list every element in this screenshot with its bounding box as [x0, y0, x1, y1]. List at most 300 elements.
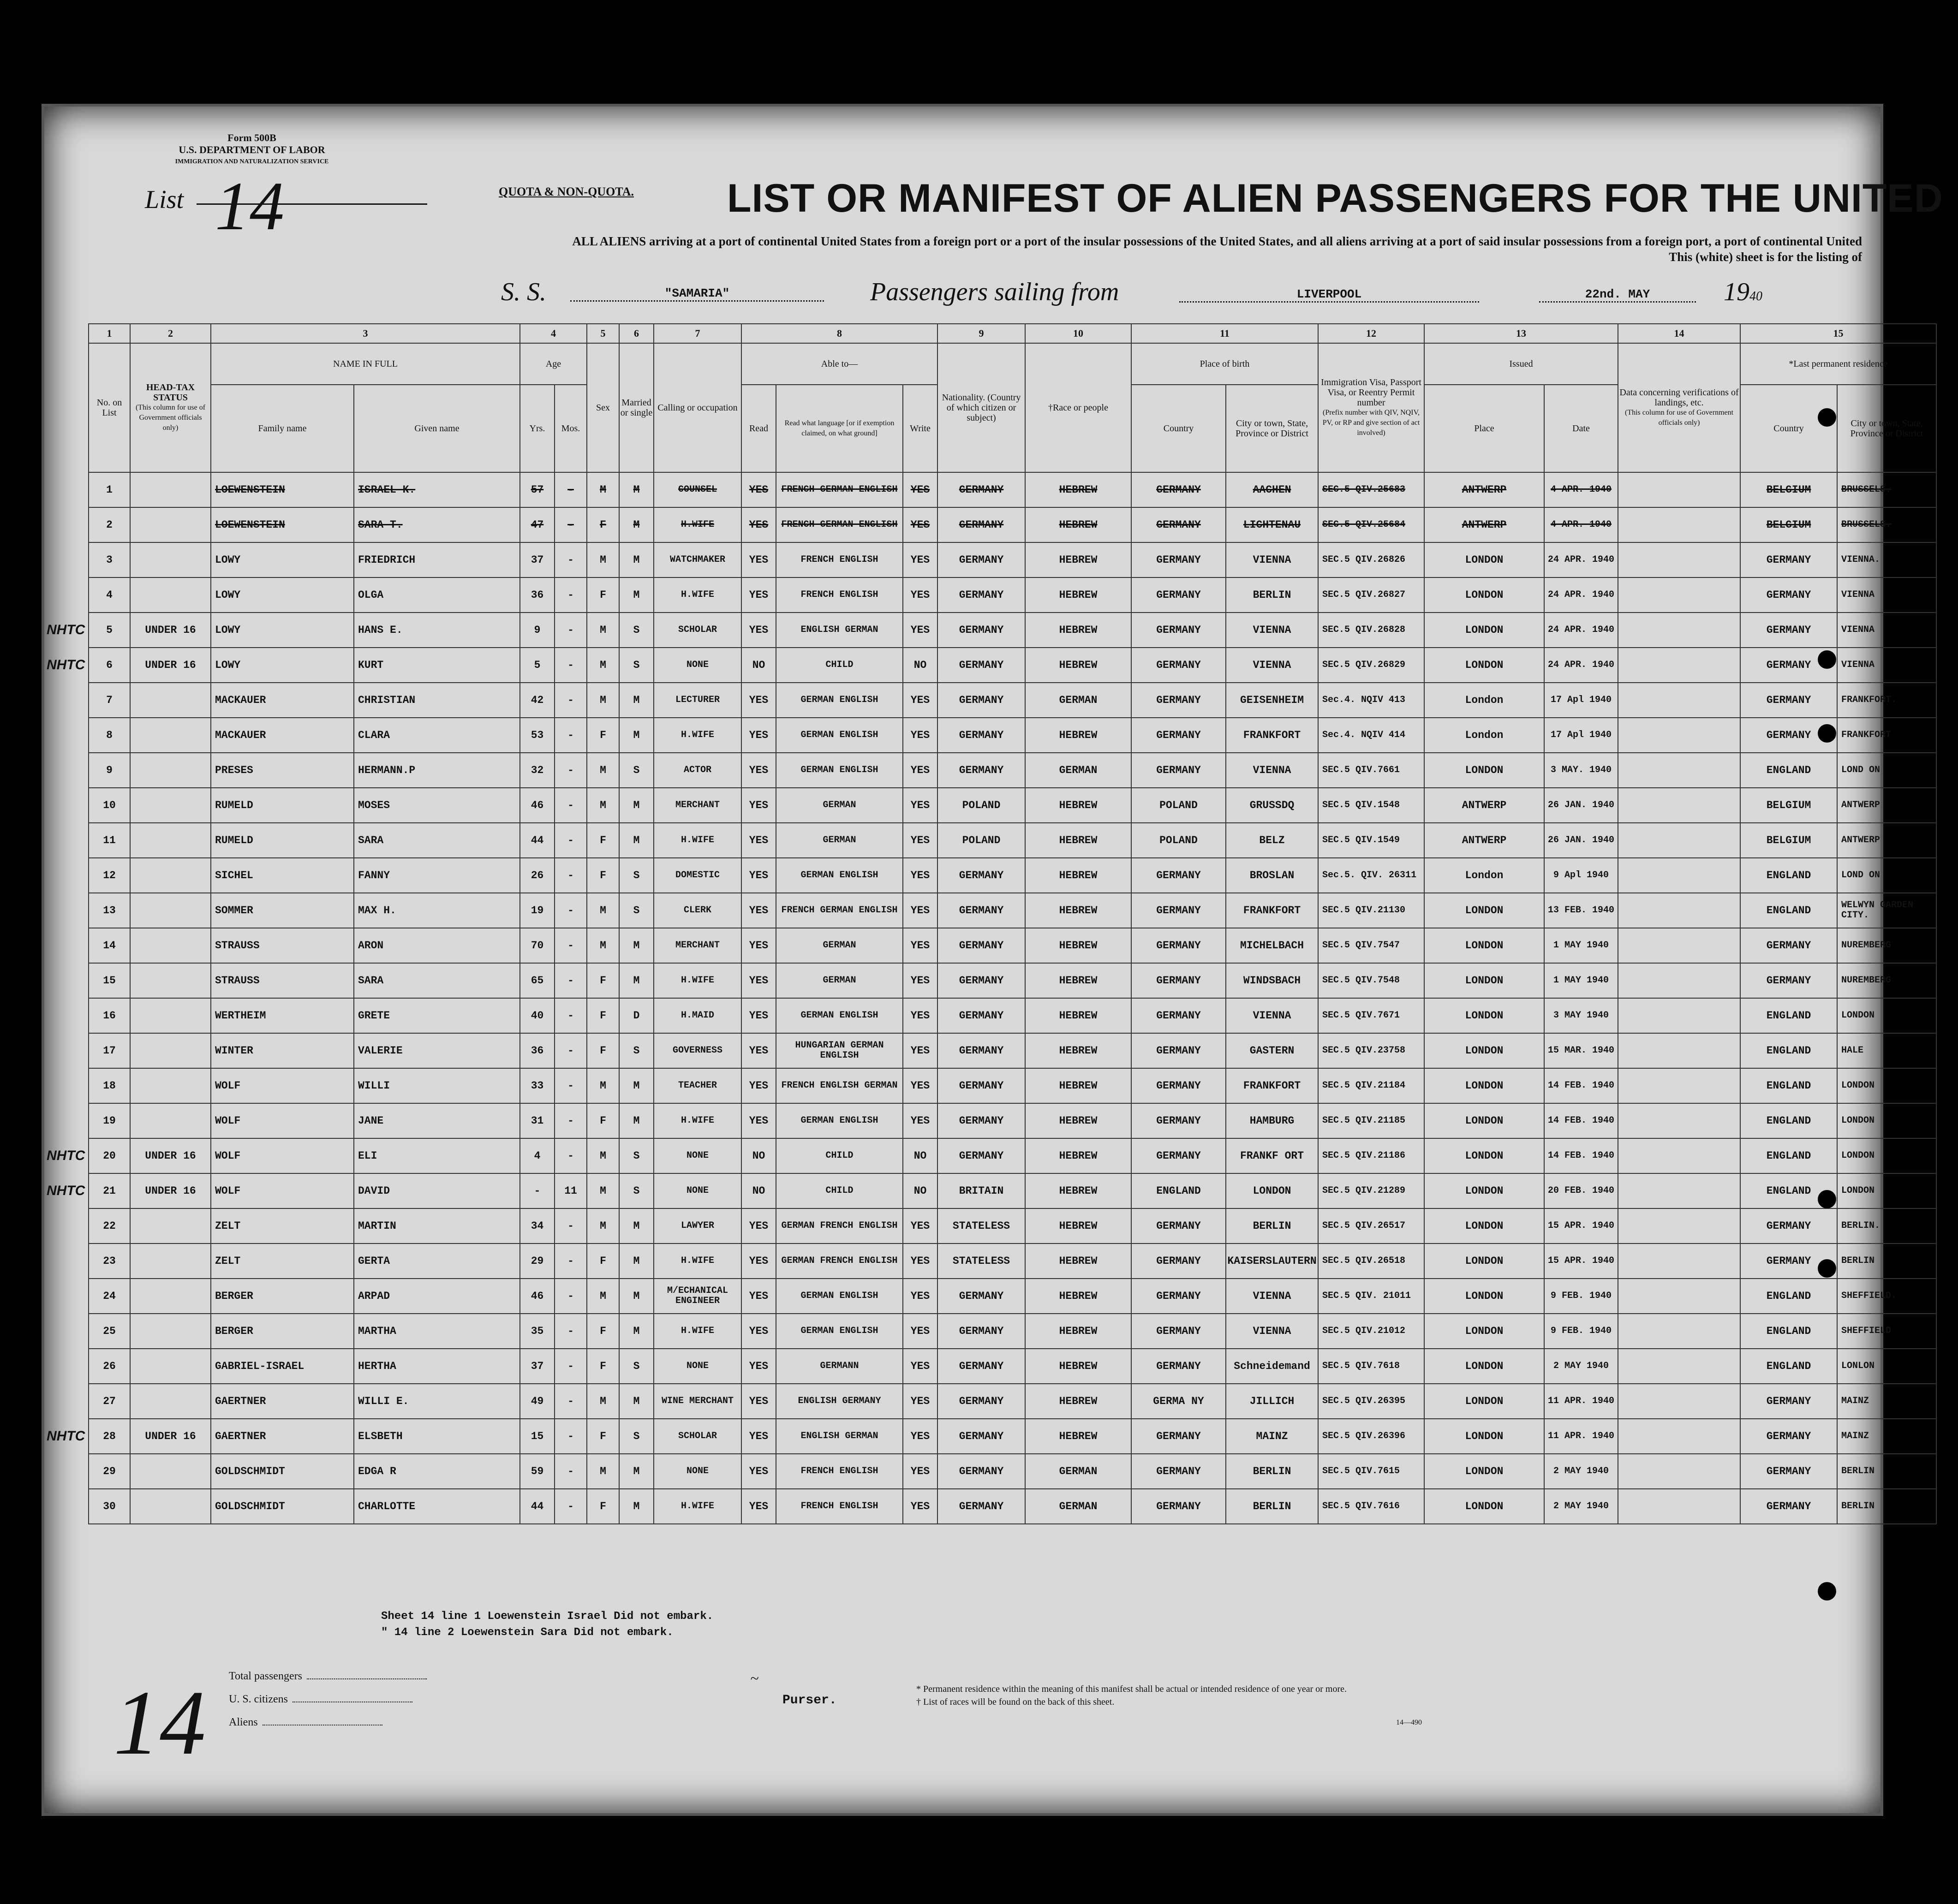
- cell-sex: M: [587, 1138, 619, 1173]
- cell-family-name: WOLF: [211, 1138, 354, 1173]
- hdr-given-name: Given name: [354, 385, 520, 472]
- hdr-no-on-list: No. on List: [89, 343, 130, 472]
- cell-nationality: GERMANY: [937, 648, 1025, 683]
- cell-issued-place: LONDON: [1424, 1138, 1544, 1173]
- cell-race: GERMAN: [1025, 753, 1131, 788]
- cell-can-write: YES: [903, 542, 937, 577]
- cell-can-read: YES: [741, 1279, 776, 1314]
- cell-birth-city: FRANKFORT: [1226, 1068, 1318, 1103]
- cell-occupation: CLERK: [654, 893, 741, 928]
- cell-row-number: 18: [89, 1068, 130, 1103]
- cell-residence-city: HALE: [1837, 1033, 1936, 1068]
- cell-birth-city: VIENNA: [1226, 1314, 1318, 1349]
- hdr-last-residence: *Last permanent residence: [1740, 343, 1936, 385]
- hdr-visa: [1318, 343, 1424, 472]
- cell-residence-country: GERMANY: [1740, 648, 1837, 683]
- total-passengers-line: [307, 1678, 427, 1679]
- cell-read-language: GERMAN: [776, 963, 903, 998]
- cell-race: HEBREW: [1025, 788, 1131, 823]
- total-passengers-text: Total passengers: [229, 1670, 302, 1682]
- cell-age-months: -: [555, 1419, 587, 1454]
- cell-issued-place: LONDON: [1424, 648, 1544, 683]
- table-row: [89, 788, 1936, 823]
- cell-birth-city: Schneidemand: [1226, 1349, 1318, 1384]
- cell-family-name: WERTHEIM: [211, 998, 354, 1033]
- table-row: [89, 998, 1936, 1033]
- nhtc-annotation: NHTC: [47, 622, 85, 637]
- cell-occupation: DOMESTIC: [654, 858, 741, 893]
- cell-issued-date: 1 MAY 1940: [1544, 963, 1618, 998]
- cell-race: HEBREW: [1025, 858, 1131, 893]
- cell-head-tax-status: [130, 1068, 211, 1103]
- cell-residence-country: ENGLAND: [1740, 1173, 1837, 1208]
- cell-marital-status: M: [619, 718, 654, 753]
- cell-issued-date: 11 APR. 1940: [1544, 1419, 1618, 1454]
- cell-residence-country: GERMANY: [1740, 542, 1837, 577]
- hdr-birth-city: City or town, State, Province or District: [1226, 385, 1318, 472]
- hdr-landing-title: Data concerning verifications of landings, etc.: [1619, 387, 1739, 408]
- cell-residence-city: BERLIN: [1837, 1454, 1936, 1489]
- cell-can-read: YES: [741, 1103, 776, 1138]
- cell-age-months: -: [555, 1489, 587, 1524]
- cell-visa-number: SEC.5 QIV.21186: [1318, 1138, 1424, 1173]
- cell-read-language: GERMAN: [776, 928, 903, 963]
- cell-issued-date: 2 MAY 1940: [1544, 1489, 1618, 1524]
- cell-can-write: YES: [903, 823, 937, 858]
- form-identifier: [137, 132, 367, 168]
- cell-head-tax-status: [130, 753, 211, 788]
- cell-given-name: ARPAD: [354, 1279, 520, 1314]
- cell-can-read: YES: [741, 928, 776, 963]
- cell-given-name: CLARA: [354, 718, 520, 753]
- cell-issued-date: 24 APR. 1940: [1544, 613, 1618, 648]
- hdr-head-tax: [130, 343, 211, 472]
- cell-issued-place: ANTWERP: [1424, 788, 1544, 823]
- hdr-landing-data: [1618, 343, 1740, 472]
- cell-issued-place: LONDON: [1424, 893, 1544, 928]
- aliens-label: [229, 1716, 382, 1729]
- cell-head-tax-status: [130, 963, 211, 998]
- cell-residence-city: BERLIN.: [1837, 1208, 1936, 1244]
- cell-given-name: MARTIN: [354, 1208, 520, 1244]
- cell-row-number: 14: [89, 928, 130, 963]
- cell-family-name: SOMMER: [211, 893, 354, 928]
- cell-row-number: 3: [89, 542, 130, 577]
- cell-read-language: HUNGARIAN GERMAN ENGLISH: [776, 1033, 903, 1068]
- cell-sex: M: [587, 472, 619, 507]
- cell-age-months: -: [555, 1314, 587, 1349]
- cell-nationality: GERMANY: [937, 542, 1025, 577]
- cell-age-years: 42: [520, 683, 555, 718]
- cell-age-years: 47: [520, 507, 555, 542]
- cell-occupation: WINE MERCHANT: [654, 1384, 741, 1419]
- table-row: [89, 577, 1936, 613]
- cell-can-write: YES: [903, 1244, 937, 1279]
- cell-marital-status: M: [619, 577, 654, 613]
- cell-nationality: GERMANY: [937, 1138, 1025, 1173]
- cell-birth-city: BERLIN: [1226, 1489, 1318, 1524]
- cell-family-name: SICHEL: [211, 858, 354, 893]
- cell-row-number: 22: [89, 1208, 130, 1244]
- cell-family-name: STRAUSS: [211, 928, 354, 963]
- cell-nationality: GERMANY: [937, 1489, 1025, 1524]
- table-row: [89, 1244, 1936, 1279]
- col-num-9: 9: [937, 324, 1025, 343]
- cell-can-read: YES: [741, 718, 776, 753]
- nhtc-annotation: NHTC: [47, 1148, 85, 1163]
- cell-race: HEBREW: [1025, 613, 1131, 648]
- table-row: [89, 1419, 1936, 1454]
- cell-race: GERMAN: [1025, 1489, 1131, 1524]
- cell-read-language: GERMAN ENGLISH: [776, 1103, 903, 1138]
- cell-race: HEBREW: [1025, 1208, 1131, 1244]
- cell-row-number: 29: [89, 1454, 130, 1489]
- cell-occupation: H.WIFE: [654, 507, 741, 542]
- cell-can-read: YES: [741, 1068, 776, 1103]
- cell-landing-verification: [1618, 1454, 1740, 1489]
- cell-can-write: YES: [903, 788, 937, 823]
- intro-line-1: ALL ALIENS arriving at a port of continental United States from a foreign port or a port of the insular possessions of the United States, and all aliens arriving at a port of said insular possessions from a foreign port, a port of continental United: [572, 234, 1862, 248]
- cell-age-years: 19: [520, 893, 555, 928]
- cell-visa-number: SEC.5 QIV.26395: [1318, 1384, 1424, 1419]
- cell-age-years: 37: [520, 542, 555, 577]
- cell-issued-date: 24 APR. 1940: [1544, 648, 1618, 683]
- nhtc-annotation: NHTC: [47, 1428, 85, 1444]
- cell-age-months: -: [555, 928, 587, 963]
- footnote-races: † List of races will be found on the back of this sheet.: [916, 1697, 1115, 1707]
- cell-read-language: CHILD: [776, 1173, 903, 1208]
- cell-given-name: MARTHA: [354, 1314, 520, 1349]
- cell-visa-number: SEC.5 QIV.21184: [1318, 1068, 1424, 1103]
- cell-age-months: -: [555, 753, 587, 788]
- cell-visa-number: SEC.5 QIV.7618: [1318, 1349, 1424, 1384]
- table-row: [89, 823, 1936, 858]
- form-code: 14—490: [1396, 1719, 1422, 1726]
- margin-list-number: 14: [113, 1672, 206, 1774]
- cell-issued-place: LONDON: [1424, 1454, 1544, 1489]
- cell-birth-country: GERMANY: [1131, 1314, 1226, 1349]
- cell-can-write: YES: [903, 1068, 937, 1103]
- cell-head-tax-status: UNDER 16: [130, 1419, 211, 1454]
- cell-can-read: YES: [741, 507, 776, 542]
- cell-birth-country: GERMANY: [1131, 1103, 1226, 1138]
- cell-read-language: GERMAN: [776, 788, 903, 823]
- list-label: List: [145, 185, 184, 214]
- cell-can-read: YES: [741, 1349, 776, 1384]
- cell-race: HEBREW: [1025, 963, 1131, 998]
- cell-residence-country: ENGLAND: [1740, 1068, 1837, 1103]
- cell-birth-city: FRANKFORT: [1226, 718, 1318, 753]
- cell-can-read: YES: [741, 1244, 776, 1279]
- table-row: [89, 1173, 1936, 1208]
- cell-issued-place: LONDON: [1424, 1349, 1544, 1384]
- cell-residence-city: FRANKFORT: [1837, 718, 1936, 753]
- cell-age-months: -: [555, 893, 587, 928]
- cell-landing-verification: [1618, 1244, 1740, 1279]
- cell-marital-status: S: [619, 1349, 654, 1384]
- cell-row-number: 17: [89, 1033, 130, 1068]
- cell-head-tax-status: [130, 472, 211, 507]
- cell-can-write: YES: [903, 718, 937, 753]
- cell-read-language: FRENCH GERMAN ENGLISH: [776, 893, 903, 928]
- col-num-8: 8: [741, 324, 937, 343]
- cell-birth-country: GERMANY: [1131, 1033, 1226, 1068]
- cell-head-tax-status: [130, 1208, 211, 1244]
- cell-age-years: 34: [520, 1208, 555, 1244]
- cell-can-write: YES: [903, 963, 937, 998]
- cell-marital-status: M: [619, 1103, 654, 1138]
- cell-residence-city: FRANKFORT.: [1837, 683, 1936, 718]
- cell-issued-date: 17 Apl 1940: [1544, 683, 1618, 718]
- cell-occupation: H.WIFE: [654, 577, 741, 613]
- manifest-sheet: [42, 104, 1943, 1816]
- cell-can-read: YES: [741, 1314, 776, 1349]
- cell-marital-status: M: [619, 683, 654, 718]
- punch-hole-1: [1818, 408, 1836, 427]
- cell-age-months: -: [555, 1384, 587, 1419]
- cell-landing-verification: [1618, 963, 1740, 998]
- cell-issued-place: ANTWERP: [1424, 823, 1544, 858]
- cell-row-number: 20 NHTC: [89, 1138, 130, 1173]
- table-row: [89, 1349, 1936, 1384]
- cell-residence-city: SHEFFIELD: [1837, 1314, 1936, 1349]
- cell-residence-country: ENGLAND: [1740, 893, 1837, 928]
- cell-family-name: WOLF: [211, 1173, 354, 1208]
- cell-residence-city: NUREMBERG: [1837, 963, 1936, 998]
- cell-marital-status: S: [619, 613, 654, 648]
- cell-residence-city: NUREMBERG: [1837, 928, 1936, 963]
- cell-family-name: LOEWENSTEIN: [211, 507, 354, 542]
- cell-issued-place: LONDON: [1424, 542, 1544, 577]
- cell-row-number: 8: [89, 718, 130, 753]
- cell-age-years: 29: [520, 1244, 555, 1279]
- cell-issued-date: 2 MAY 1940: [1544, 1454, 1618, 1489]
- list-underline: [197, 203, 427, 205]
- cell-occupation: H.WIFE: [654, 1314, 741, 1349]
- cell-row-number: 21 NHTC: [89, 1173, 130, 1208]
- cell-residence-country: GERMANY: [1740, 1208, 1837, 1244]
- cell-visa-number: SEC.5 QIV.26518: [1318, 1244, 1424, 1279]
- cell-row-number: 4: [89, 577, 130, 613]
- departure-port: LIVERPOOL: [1179, 287, 1479, 303]
- cell-can-write: YES: [903, 613, 937, 648]
- nhtc-annotation: NHTC: [47, 657, 85, 672]
- cell-visa-number: SEC.5 QIV.26517: [1318, 1208, 1424, 1244]
- table-row: [89, 858, 1936, 893]
- cell-can-read: YES: [741, 1454, 776, 1489]
- cell-visa-number: SEC.5 QIV.21289: [1318, 1173, 1424, 1208]
- cell-family-name: WOLF: [211, 1103, 354, 1138]
- cell-birth-city: BELZ: [1226, 823, 1318, 858]
- cell-occupation: TEACHER: [654, 1068, 741, 1103]
- cell-issued-place: LONDON: [1424, 1314, 1544, 1349]
- cell-age-months: -: [555, 1103, 587, 1138]
- cell-residence-country: GERMANY: [1740, 613, 1837, 648]
- cell-head-tax-status: UNDER 16: [130, 613, 211, 648]
- hdr-mos: Mos.: [555, 385, 587, 472]
- col-num-2: 2: [130, 324, 211, 343]
- cell-occupation: GOVERNESS: [654, 1033, 741, 1068]
- cell-birth-city: GASTERN: [1226, 1033, 1318, 1068]
- cell-birth-country: GERMANY: [1131, 1349, 1226, 1384]
- cell-landing-verification: [1618, 1138, 1740, 1173]
- col-num-10: 10: [1025, 324, 1131, 343]
- cell-sex: F: [587, 858, 619, 893]
- cell-sex: F: [587, 1349, 619, 1384]
- intro-text: [400, 233, 1862, 265]
- hdr-res-country: Country: [1740, 385, 1837, 472]
- cell-family-name: GOLDSCHMIDT: [211, 1489, 354, 1524]
- cell-nationality: GERMANY: [937, 613, 1025, 648]
- cell-head-tax-status: [130, 1244, 211, 1279]
- cell-residence-city: BERLIN: [1837, 1489, 1936, 1524]
- cell-can-read: YES: [741, 893, 776, 928]
- cell-head-tax-status: [130, 998, 211, 1033]
- cell-can-read: YES: [741, 1384, 776, 1419]
- cell-sex: M: [587, 1454, 619, 1489]
- cell-can-write: YES: [903, 1489, 937, 1524]
- cell-residence-country: BELGIUM: [1740, 472, 1837, 507]
- cell-residence-city: LONDON: [1837, 998, 1936, 1033]
- cell-race: HEBREW: [1025, 823, 1131, 858]
- hdr-head-tax-title: HEAD-TAX STATUS: [146, 382, 195, 403]
- cell-marital-status: S: [619, 753, 654, 788]
- cell-marital-status: M: [619, 1208, 654, 1244]
- cell-residence-city: BERLIN: [1837, 1244, 1936, 1279]
- table-row: [89, 1033, 1936, 1068]
- cell-issued-date: 20 FEB. 1940: [1544, 1173, 1618, 1208]
- cell-read-language: FRENCH ENGLISH: [776, 1454, 903, 1489]
- cell-birth-country: GERMANY: [1131, 1138, 1226, 1173]
- cell-head-tax-status: [130, 788, 211, 823]
- cell-race: HEBREW: [1025, 542, 1131, 577]
- departure-year: [1724, 277, 1762, 307]
- cell-age-years: 49: [520, 1384, 555, 1419]
- cell-nationality: GERMANY: [937, 577, 1025, 613]
- cell-birth-city: VIENNA: [1226, 753, 1318, 788]
- cell-visa-number: SEC.5 QIV.21012: [1318, 1314, 1424, 1349]
- cell-birth-city: LICHTENAU: [1226, 507, 1318, 542]
- cell-residence-city: VIENNA: [1837, 577, 1936, 613]
- cell-can-write: YES: [903, 1103, 937, 1138]
- form-number: Form 500B: [227, 132, 276, 143]
- cell-residence-city: VIENNA: [1837, 648, 1936, 683]
- cell-marital-status: M: [619, 542, 654, 577]
- cell-row-number: 15: [89, 963, 130, 998]
- cell-residence-country: ENGLAND: [1740, 1033, 1837, 1068]
- cell-can-write: YES: [903, 507, 937, 542]
- hdr-able-to: Able to—: [741, 343, 937, 385]
- cell-given-name: EDGA R: [354, 1454, 520, 1489]
- cell-can-write: YES: [903, 1314, 937, 1349]
- cell-landing-verification: [1618, 1208, 1740, 1244]
- cell-landing-verification: [1618, 788, 1740, 823]
- cell-race: HEBREW: [1025, 1384, 1131, 1419]
- cell-nationality: GERMANY: [937, 753, 1025, 788]
- cell-age-years: 37: [520, 1349, 555, 1384]
- cell-family-name: GOLDSCHMIDT: [211, 1454, 354, 1489]
- cell-occupation: H.WIFE: [654, 718, 741, 753]
- cell-residence-country: ENGLAND: [1740, 1279, 1837, 1314]
- cell-family-name: ZELT: [211, 1244, 354, 1279]
- cell-birth-country: GERMANY: [1131, 648, 1226, 683]
- cell-can-read: YES: [741, 858, 776, 893]
- cell-row-number: 19: [89, 1103, 130, 1138]
- cell-can-read: NO: [741, 648, 776, 683]
- cell-birth-city: VIENNA: [1226, 1279, 1318, 1314]
- cell-residence-city: WELWYN GARDEN CITY.: [1837, 893, 1936, 928]
- punch-hole-6: [1818, 1582, 1836, 1601]
- cell-residence-country: ENGLAND: [1740, 1314, 1837, 1349]
- cell-sex: M: [587, 753, 619, 788]
- cell-head-tax-status: [130, 683, 211, 718]
- cell-race: HEBREW: [1025, 472, 1131, 507]
- table-row: [89, 1314, 1936, 1349]
- cell-birth-country: ENGLAND: [1131, 1173, 1226, 1208]
- cell-birth-city: VIENNA: [1226, 998, 1318, 1033]
- cell-sex: M: [587, 683, 619, 718]
- hdr-nationality: Nationality. (Country of which citizen or subject): [937, 343, 1025, 472]
- cell-residence-country: ENGLAND: [1740, 1349, 1837, 1384]
- cell-residence-city: LOND ON: [1837, 753, 1936, 788]
- sailing-label: Passengers sailing from: [870, 278, 1119, 306]
- cell-age-years: 4: [520, 1138, 555, 1173]
- column-number-row: [89, 324, 1936, 343]
- cell-nationality: GERMANY: [937, 998, 1025, 1033]
- cell-residence-country: ENGLAND: [1740, 998, 1837, 1033]
- cell-given-name: MAX H.: [354, 893, 520, 928]
- cell-can-write: YES: [903, 472, 937, 507]
- cell-birth-country: GERMANY: [1131, 1068, 1226, 1103]
- cell-occupation: NONE: [654, 1138, 741, 1173]
- cell-given-name: CHRISTIAN: [354, 683, 520, 718]
- table-row: [89, 928, 1936, 963]
- cell-occupation: COUNSEL: [654, 472, 741, 507]
- cell-visa-number: SEC.5 QIV.25683: [1318, 472, 1424, 507]
- cell-can-read: YES: [741, 1489, 776, 1524]
- cell-issued-date: 24 APR. 1940: [1544, 577, 1618, 613]
- cell-residence-country: ENGLAND: [1740, 753, 1837, 788]
- departure-date: 22nd. MAY: [1539, 287, 1696, 303]
- cell-race: HEBREW: [1025, 998, 1131, 1033]
- hdr-calling: Calling or occupation: [654, 343, 741, 472]
- cell-birth-country: GERMANY: [1131, 998, 1226, 1033]
- cell-age-months: -: [555, 613, 587, 648]
- table-row: [89, 472, 1936, 507]
- cell-sex: F: [587, 1103, 619, 1138]
- cell-issued-place: LONDON: [1424, 928, 1544, 963]
- cell-birth-country: GERMANY: [1131, 753, 1226, 788]
- cell-visa-number: SEC.5 QIV.1548: [1318, 788, 1424, 823]
- table-row: [89, 648, 1936, 683]
- cell-birth-city: JILLICH: [1226, 1384, 1318, 1419]
- ship-label: S. S.: [501, 278, 546, 306]
- cell-can-write: YES: [903, 577, 937, 613]
- cell-nationality: GERMANY: [937, 1279, 1025, 1314]
- cell-nationality: POLAND: [937, 788, 1025, 823]
- cell-read-language: ENGLISH GERMAN: [776, 1419, 903, 1454]
- cell-age-years: 57: [520, 472, 555, 507]
- cell-birth-city: GRUSSDQ: [1226, 788, 1318, 823]
- hdr-yrs: Yrs.: [520, 385, 555, 472]
- cell-read-language: FRENCH GERMAN ENGLISH: [776, 507, 903, 542]
- col-num-6: 6: [619, 324, 654, 343]
- cell-sex: F: [587, 1314, 619, 1349]
- cell-landing-verification: [1618, 1173, 1740, 1208]
- cell-row-number: 30: [89, 1489, 130, 1524]
- cell-can-read: YES: [741, 1208, 776, 1244]
- cell-landing-verification: [1618, 1068, 1740, 1103]
